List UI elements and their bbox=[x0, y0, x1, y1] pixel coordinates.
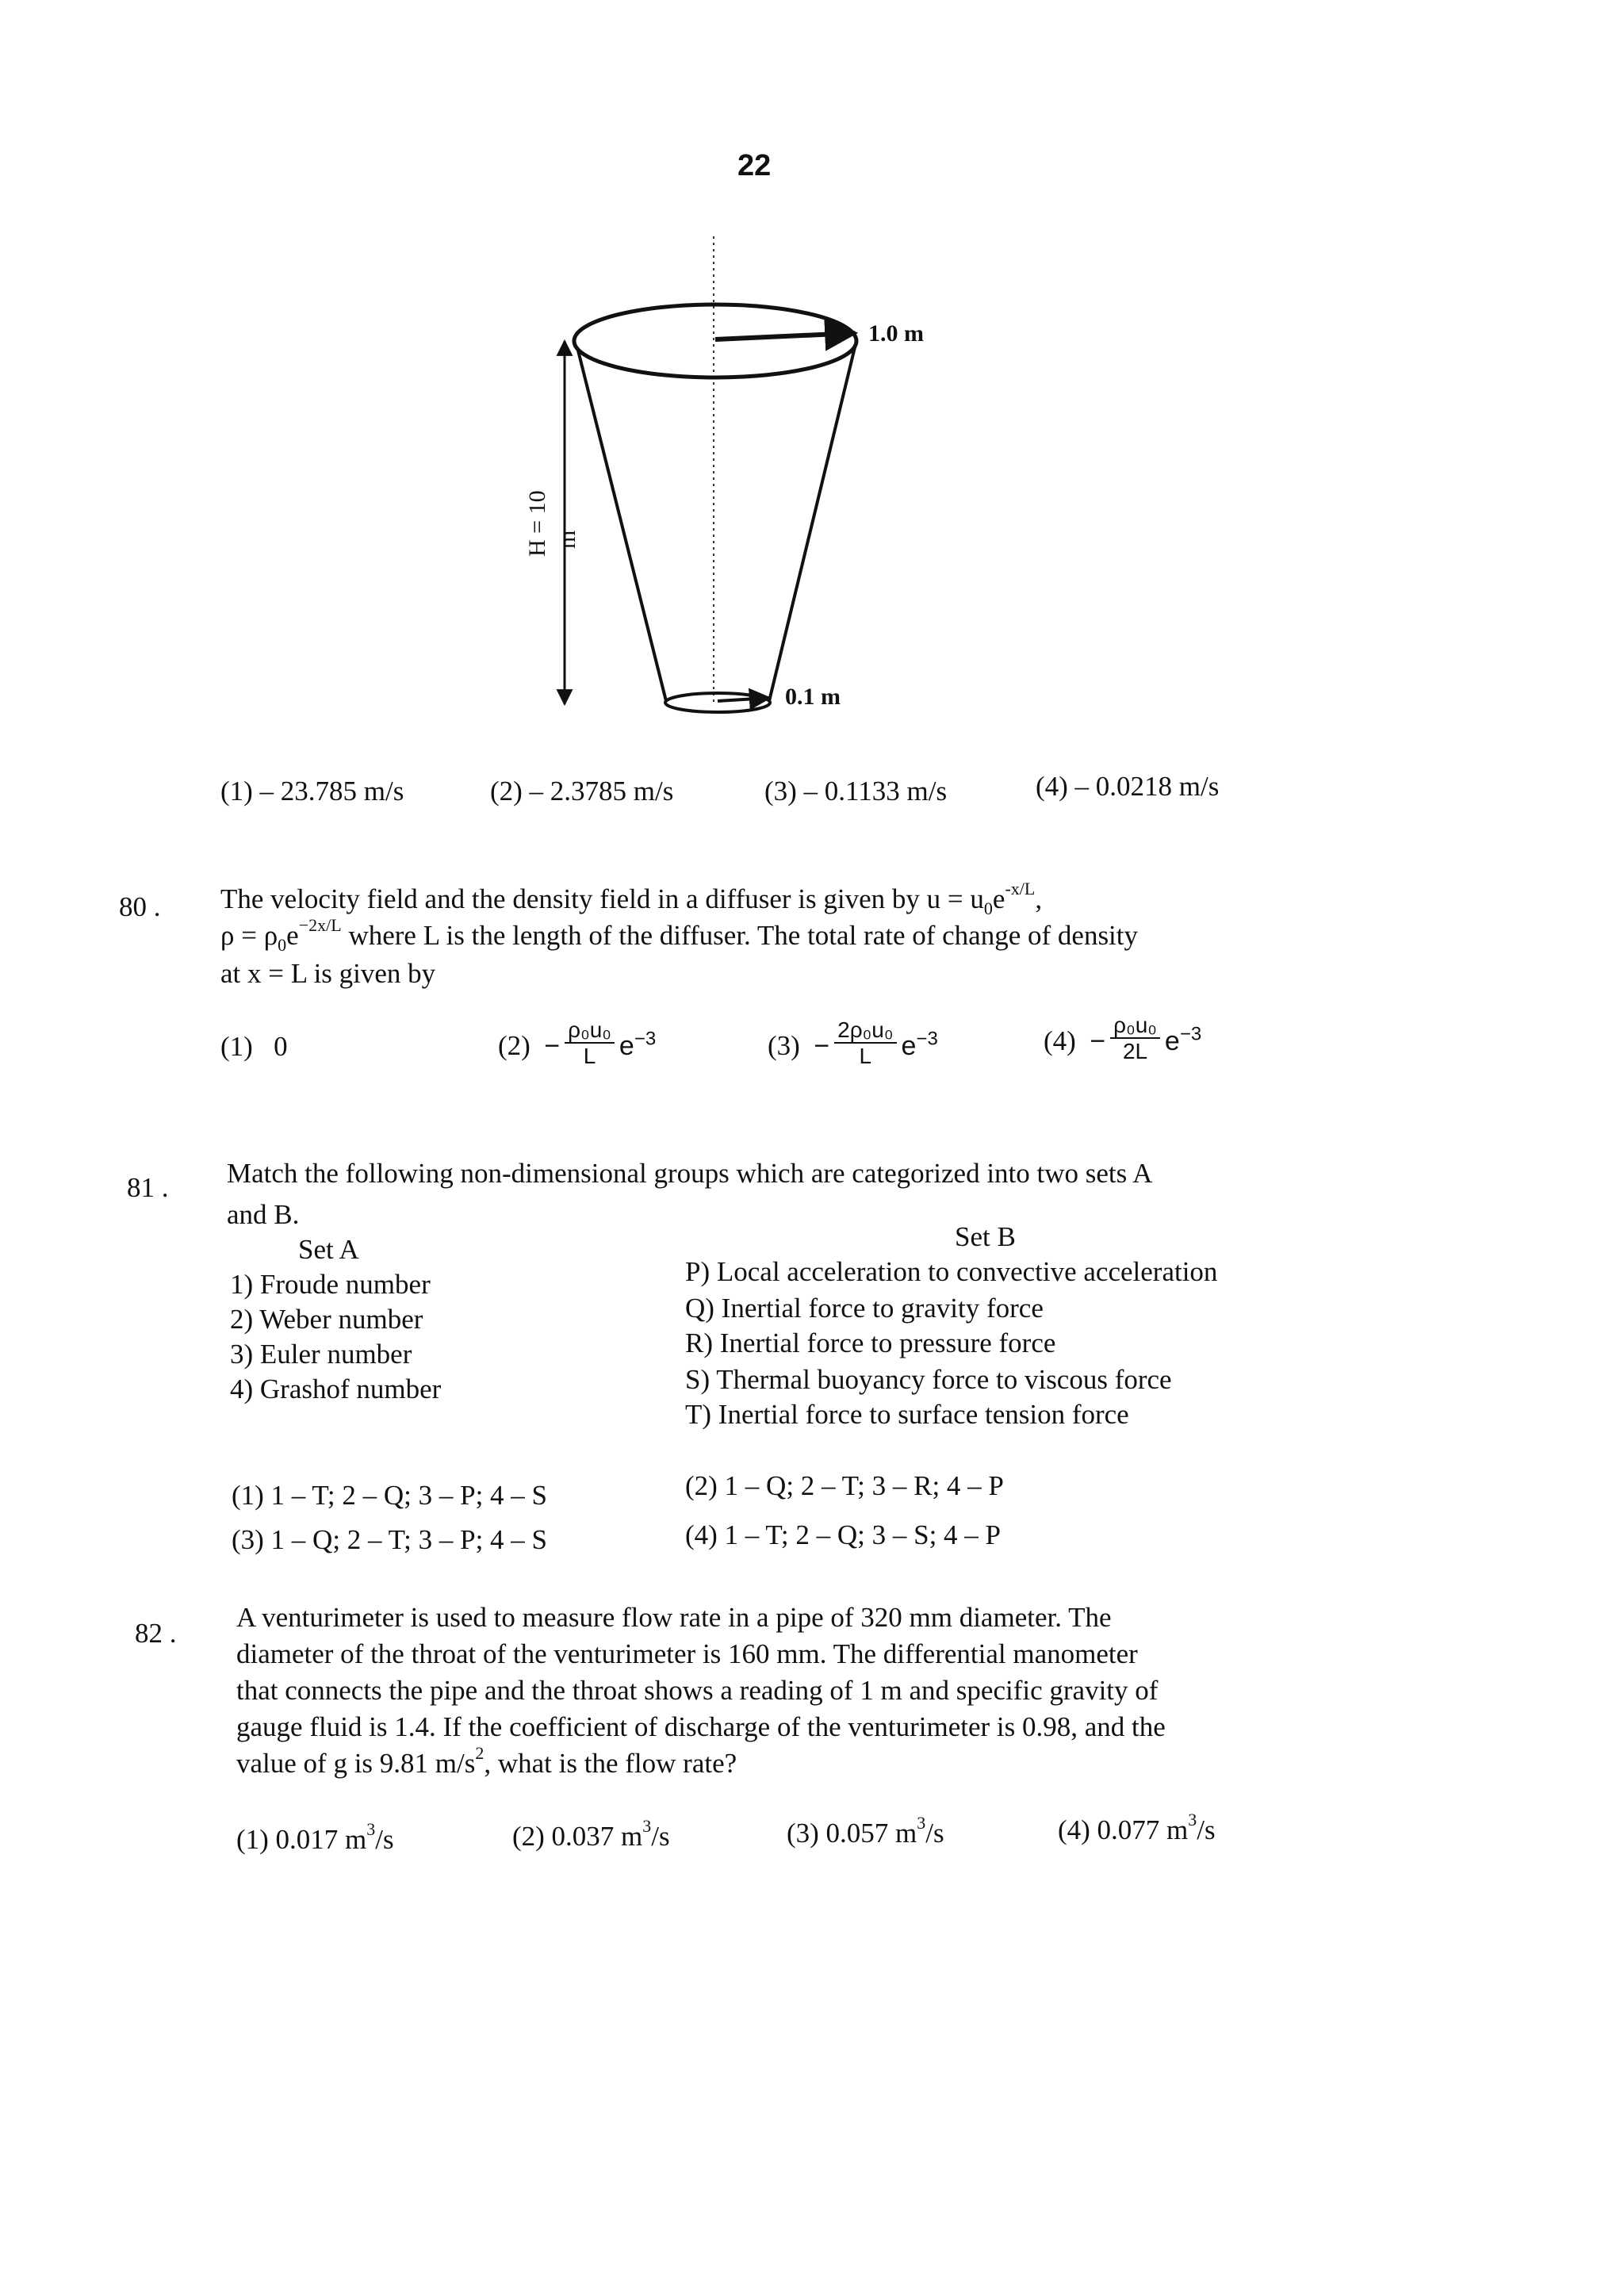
height-label-unit: m bbox=[554, 530, 580, 549]
q81-setA-item: 1) Froude number bbox=[230, 1269, 431, 1300]
q81-setA-title: Set A bbox=[298, 1234, 359, 1265]
bottom-radius-arrow bbox=[718, 698, 769, 701]
cone-bottom-rim bbox=[665, 693, 770, 712]
q81-text-line2: and B. bbox=[227, 1199, 300, 1230]
q81-setA-item: 3) Euler number bbox=[230, 1339, 412, 1370]
q80-option-4-fraction: $\frac{\text{ρ₀u₀}}{2L}$ bbox=[1110, 1013, 1160, 1064]
q80-text-line3: at x = L is given by bbox=[220, 958, 436, 989]
q82-text-line1: A venturimeter is used to measure flow rate in a pipe of 320 mm diameter. The bbox=[236, 1602, 1112, 1633]
cone-figure bbox=[508, 230, 983, 738]
q81-option-2: (2) 1 – Q; 2 – T; 3 – R; 4 – P bbox=[685, 1470, 1004, 1501]
q81-text-line1: Match the following non-dimensional groups which are categorized into two sets A bbox=[227, 1158, 1153, 1189]
q80-option-2: (2) − $\frac{\text{ρ₀u₀}}{L}$ $e^{-3}$ bbox=[498, 1017, 657, 1068]
q82-option-4: (4) 0.077 $m^3/s$ bbox=[1058, 1810, 1216, 1845]
q82-text-line3: that connects the pipe and the throat shows a reading of 1 m and specific gravity of bbox=[236, 1675, 1159, 1706]
q80-option-2-fraction: $\frac{\text{ρ₀u₀}}{L}$ bbox=[565, 1018, 615, 1069]
q82-option-3: (3) 0.057 $m^3/s$ bbox=[787, 1813, 944, 1849]
q79-option-3: (3) – 0.1133 m/s bbox=[764, 776, 948, 807]
q80-number: 80 . bbox=[119, 891, 161, 922]
q82-text-line5: value of g is 9.81 $m/s^2$, what is the flow rate? bbox=[236, 1743, 737, 1779]
q81-setA-item: 2) Weber number bbox=[230, 1304, 423, 1335]
q80-option-1: (1) 0 bbox=[220, 1031, 288, 1062]
cone-top-rim bbox=[574, 305, 856, 377]
q79-option-1: (1) – 23.785 m/s bbox=[220, 776, 404, 807]
q81-option-3: (3) 1 – Q; 2 – T; 3 – P; 4 – S bbox=[232, 1524, 548, 1555]
q81-setB-item: R) Inertial force to pressure force bbox=[685, 1328, 1056, 1358]
q81-setA-item: 4) Grashof number bbox=[230, 1374, 442, 1404]
q82-option-2: (2) 0.037 $m^3/s$ bbox=[512, 1816, 670, 1852]
q81-option-1: (1) 1 – T; 2 – Q; 3 – P; 4 – S bbox=[232, 1480, 548, 1511]
q79-option-4: (4) – 0.0218 m/s bbox=[1036, 771, 1220, 802]
q80-option-3: (3) − $\frac{\text{2ρ₀u₀}}{L}$ $e^{-3}$ bbox=[768, 1017, 938, 1068]
q82-option-1: (1) 0.017 $m^3/s$ bbox=[236, 1819, 394, 1855]
q80-option-3-fraction: $\frac{\text{2ρ₀u₀}}{L}$ bbox=[834, 1018, 896, 1069]
q81-setB-item: S) Thermal buoyancy force to viscous force bbox=[685, 1364, 1172, 1395]
page-number: 22 bbox=[737, 149, 772, 182]
q81-number: 81 . bbox=[127, 1172, 169, 1203]
q81-setB-item: Q) Inertial force to gravity force bbox=[685, 1293, 1044, 1324]
q82-text-line2: diameter of the throat of the venturimeter is 160 mm. The differential manometer bbox=[236, 1638, 1138, 1669]
q82-text-line4: gauge fluid is 1.4. If the coefficient of discharge of the venturimeter is 0.98, and the bbox=[236, 1711, 1166, 1742]
q81-setB-item: T) Inertial force to surface tension force bbox=[685, 1399, 1129, 1430]
q81-setB-item: P) Local acceleration to convective acceleration bbox=[685, 1256, 1218, 1287]
q80-text-line2: $\rho = \rho_0e^{-2x/L}$ where L is the length of the diffuser. The total rate of change of density bbox=[220, 915, 1139, 955]
q79-option-2: (2) – 2.3785 m/s bbox=[490, 776, 674, 807]
q82-number: 82 . bbox=[135, 1618, 177, 1649]
top-radius-arrow bbox=[715, 333, 855, 339]
cone-left-side bbox=[577, 347, 666, 701]
q81-option-4: (4) 1 – T; 2 – Q; 3 – S; 4 – P bbox=[685, 1519, 1002, 1550]
top-radius-label: 1.0 m bbox=[868, 320, 924, 347]
q80-text-line1: The velocity field and the density field in a diffuser is given by $u = u_0e^{-x/L}$, bbox=[220, 879, 1043, 918]
height-label: H = 10 bbox=[524, 490, 550, 557]
q80-option-4: (4) − $\frac{\text{ρ₀u₀}}{2L}$ $e^{-3}$ bbox=[1044, 1013, 1202, 1063]
bottom-radius-label: 0.1 m bbox=[785, 684, 841, 710]
cone-right-side bbox=[769, 347, 855, 701]
q81-setB-title: Set B bbox=[955, 1221, 1016, 1252]
